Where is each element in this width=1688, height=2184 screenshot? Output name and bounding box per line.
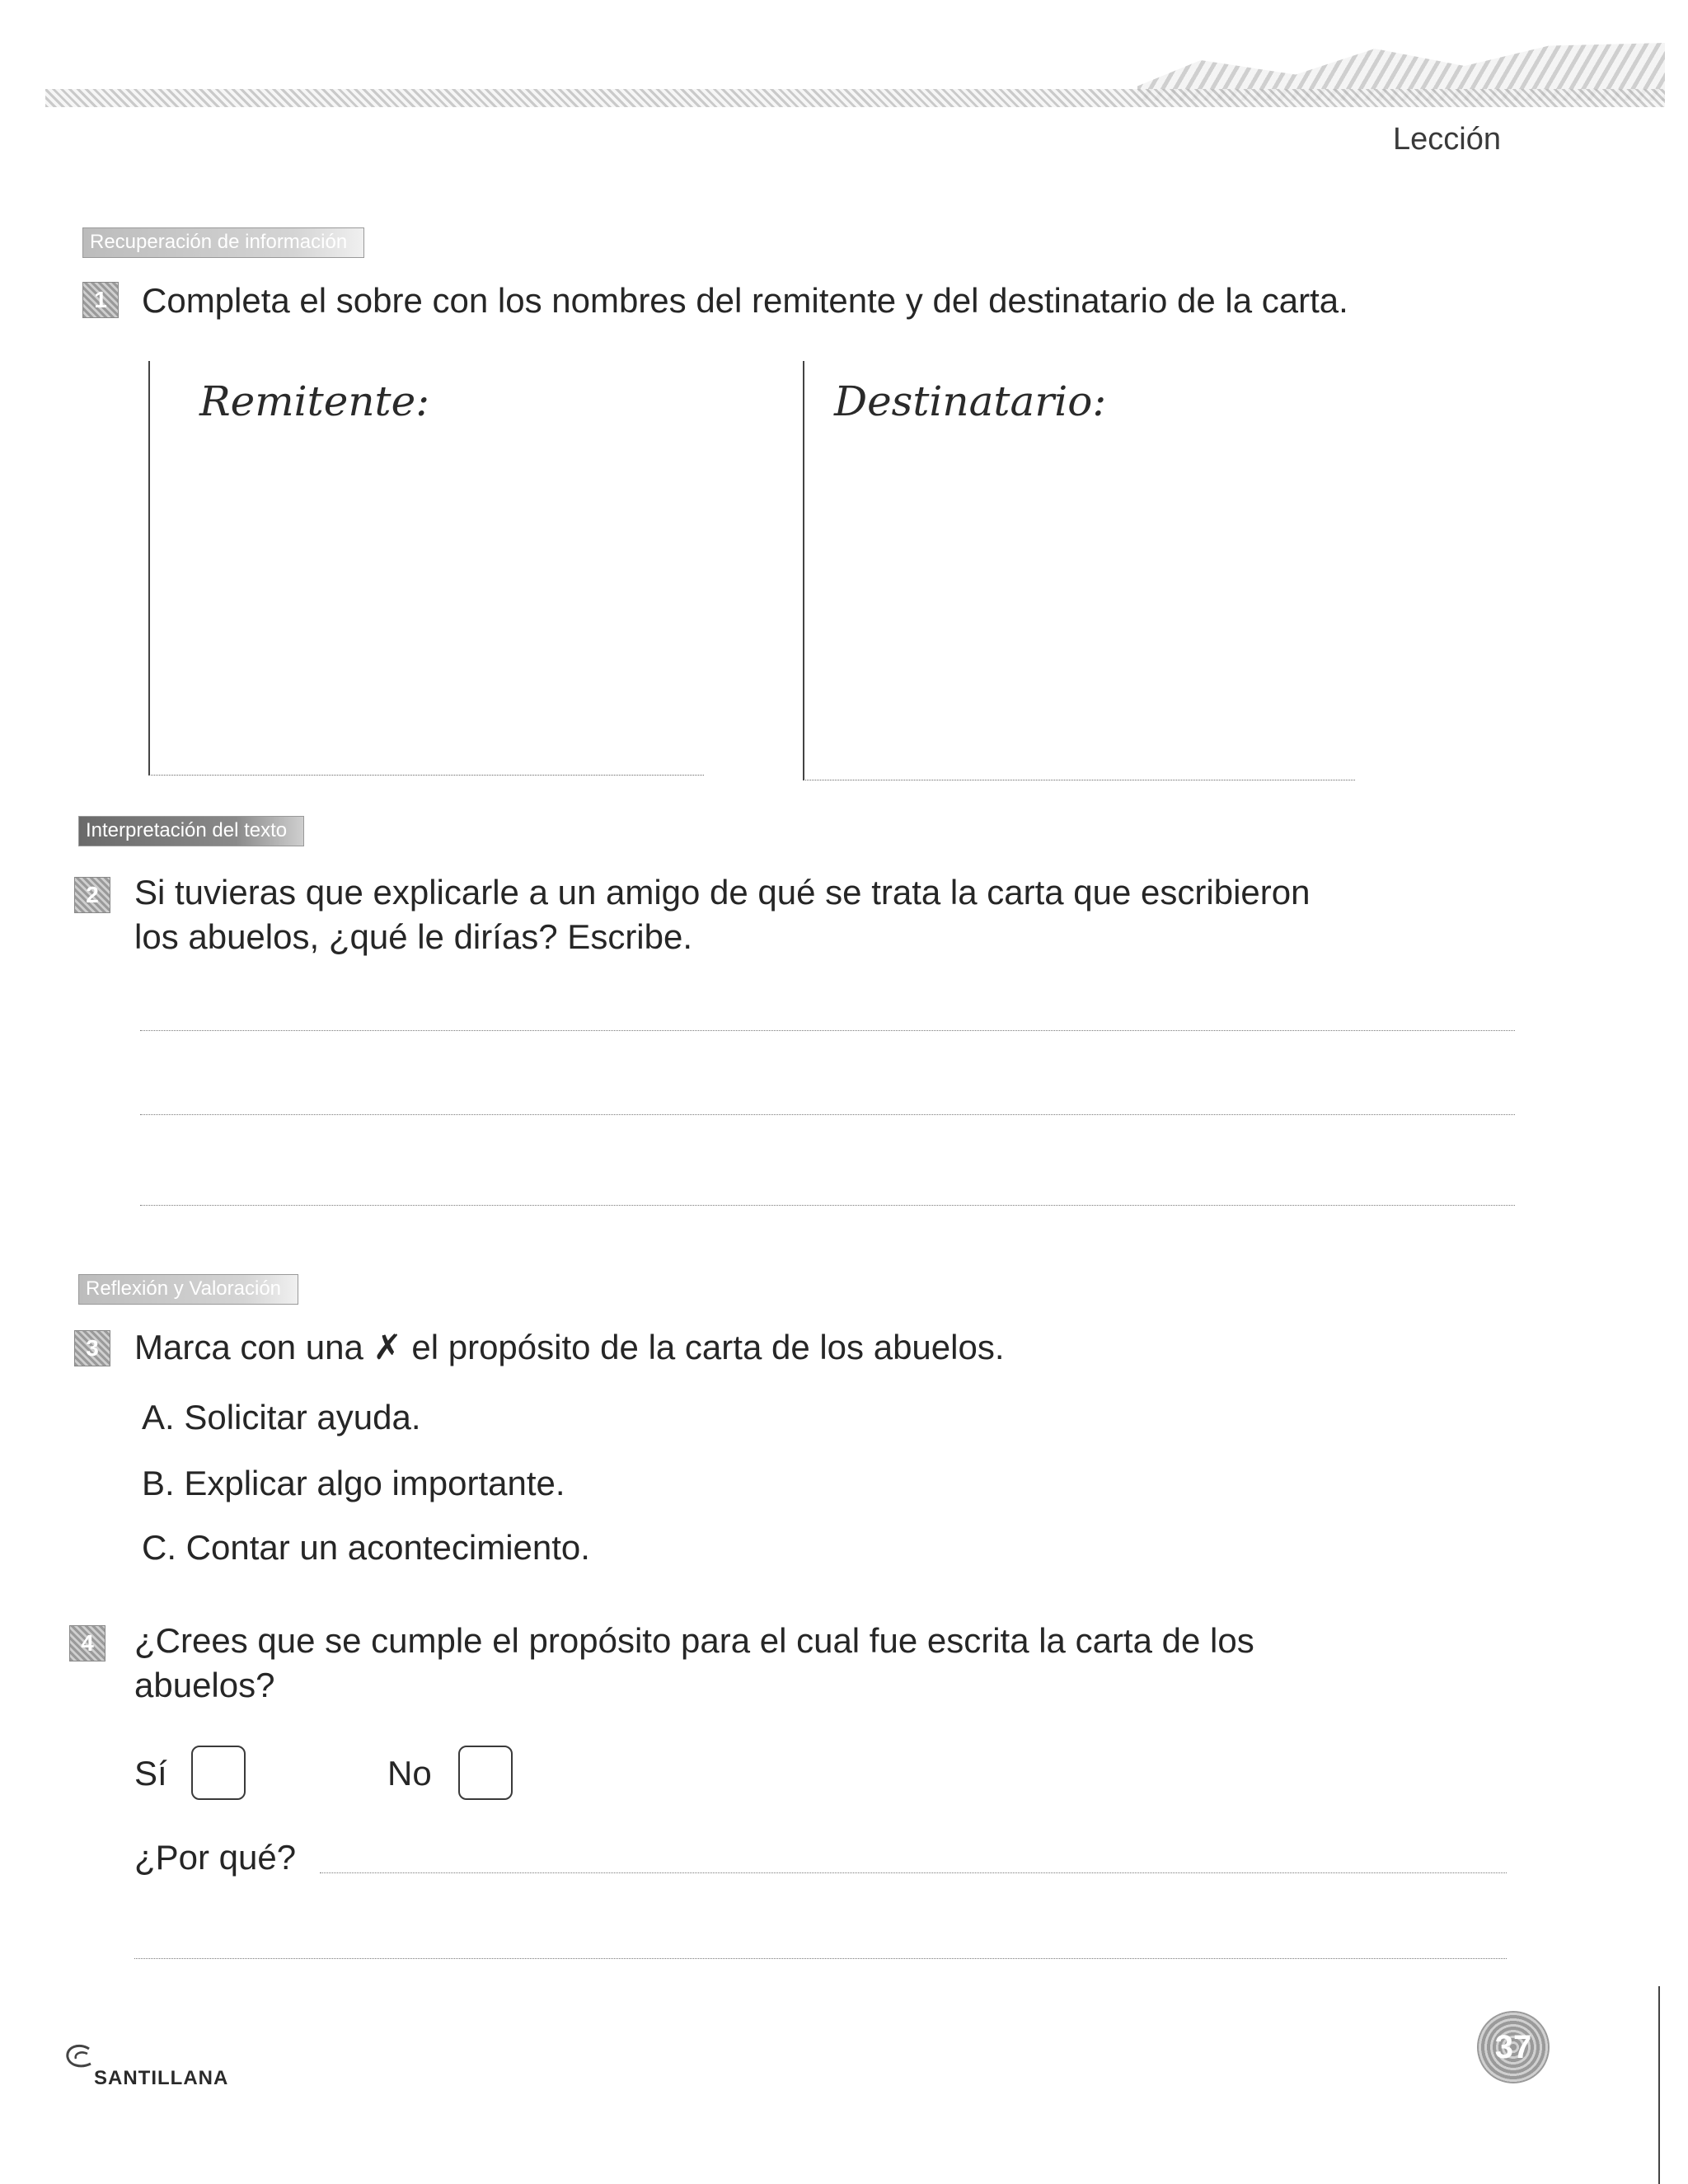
question-number-1: 1 <box>82 282 119 318</box>
header-band <box>45 89 1665 107</box>
question-1-text: Completa el sobre con los nombres del remitente y del destinatario de la carta. <box>142 281 1348 320</box>
answer-line[interactable] <box>134 1958 1507 1959</box>
answer-line[interactable] <box>140 1030 1515 1031</box>
question-3-text <box>134 1325 1005 1370</box>
no-label: No <box>387 1754 432 1793</box>
section-tag-recuperacion: Recuperación de información <box>82 227 364 258</box>
why-label: ¿Por qué? <box>134 1838 297 1877</box>
question-number-2: 2 <box>74 877 110 913</box>
answer-line[interactable] <box>140 1114 1515 1115</box>
recipient-label: Destinatario: <box>834 377 1107 425</box>
margin-rule <box>1658 1986 1660 2184</box>
question-number-4: 4 <box>69 1625 106 1661</box>
section-tag-interpretacion: Interpretación del texto <box>78 816 304 846</box>
yes-label: Sí <box>134 1754 167 1793</box>
option-a[interactable]: A. Solicitar ayuda. <box>142 1398 421 1436</box>
option-b[interactable]: B. Explicar algo importante. <box>142 1464 565 1502</box>
yes-checkbox[interactable] <box>191 1746 246 1800</box>
santillana-logo-icon <box>64 2044 92 2069</box>
cross-mark-icon: ✗ <box>373 1328 402 1366</box>
lesson-label: Lección <box>1393 122 1501 157</box>
page-number: 37 <box>1477 2011 1550 2083</box>
answer-line[interactable] <box>140 1205 1515 1206</box>
question-2-text-line1: Si tuvieras que explicarle a un amigo de qué se trata la carta que escribieron <box>134 873 1311 912</box>
question-3-text-after: el propósito de la carta de los abuelos. <box>411 1328 1005 1366</box>
brand-name: SANTILLANA <box>94 2067 229 2089</box>
question-4-text-line2: abuelos? <box>134 1666 275 1704</box>
answer-line[interactable] <box>320 1872 1507 1873</box>
no-checkbox[interactable] <box>458 1746 513 1800</box>
question-4-text-line1: ¿Crees que se cumple el propósito para el cual fue escrita la carta de los <box>134 1621 1254 1660</box>
section-tag-reflexion: Reflexión y Valoración <box>78 1274 298 1305</box>
sender-label: Remitente: <box>199 377 430 425</box>
question-number-3: 3 <box>74 1330 110 1366</box>
question-3-text-before: Marca con una <box>134 1328 363 1366</box>
question-2-text-line2: los abuelos, ¿qué le dirías? Escribe. <box>134 917 693 956</box>
option-c[interactable]: C. Contar un acontecimiento. <box>142 1528 590 1567</box>
